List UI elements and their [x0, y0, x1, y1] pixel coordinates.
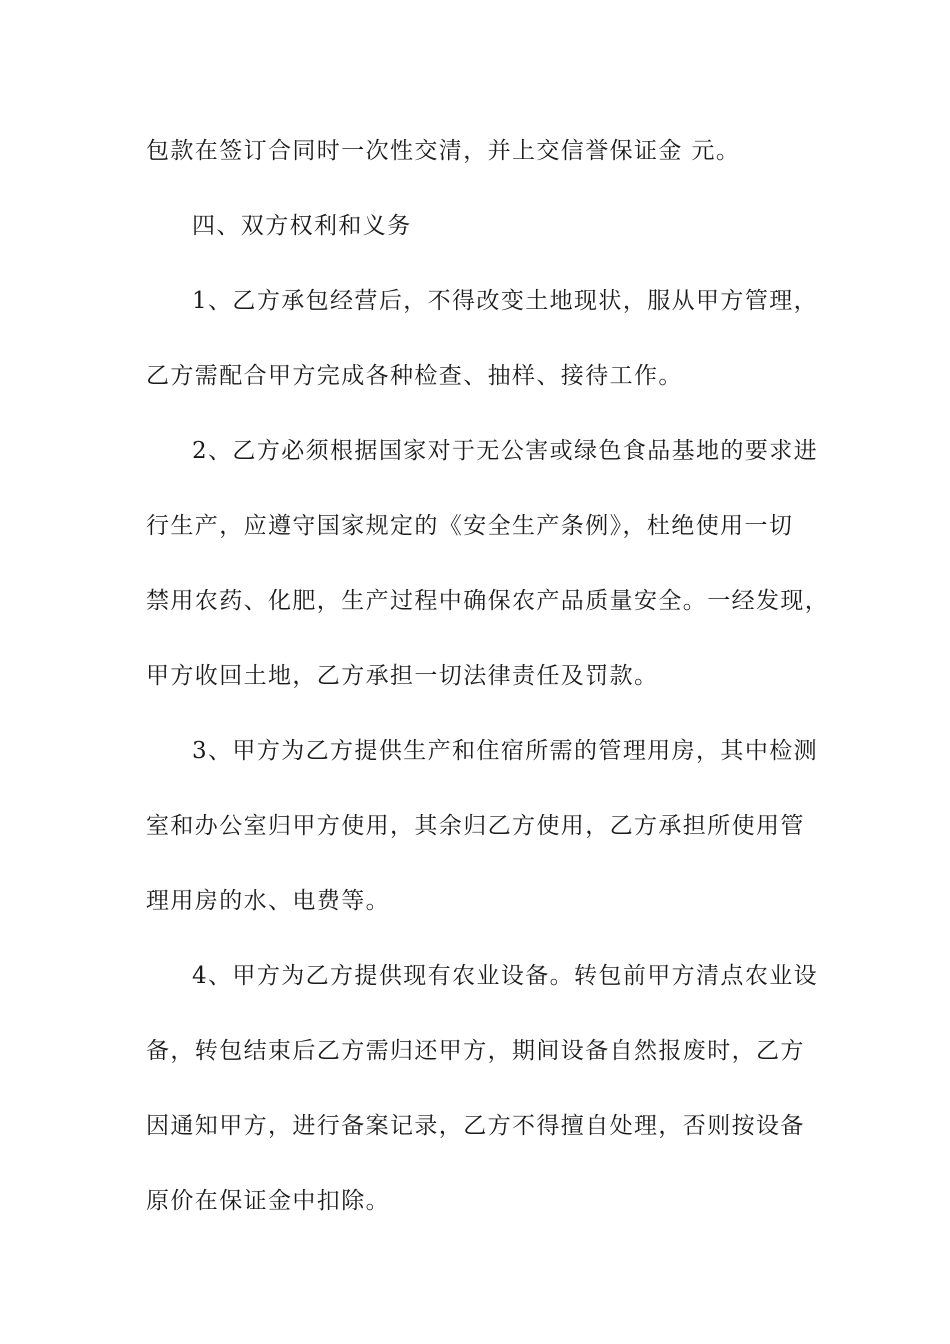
text-line: 乙方需配合甲方完成各种检查、抽样、接待工作。	[146, 363, 683, 389]
text-line: 室和办公室归甲方使用，其余归乙方使用，乙方承担所使用管	[146, 813, 805, 839]
text-line: 理用房的水、电费等。	[146, 888, 390, 914]
text-line: 备，转包结束后乙方需归还甲方，期间设备自然报废时，乙方	[146, 1038, 805, 1064]
text-line: 4、甲方为乙方提供现有农业设备。转包前甲方清点农业设	[192, 963, 819, 989]
text-line: 2、乙方必须根据国家对于无公害或绿色食品基地的要求进	[192, 438, 819, 464]
text-line: 行生产，应遵守国家规定的《安全生产条例》，杜绝使用一切	[146, 513, 794, 539]
section-heading: 四、双方权利和义务	[192, 213, 412, 239]
text-line: 原价在保证金中扣除。	[146, 1188, 390, 1214]
text-line: 1、乙方承包经营后，不得改变土地现状，服从甲方管理，	[192, 288, 819, 314]
text-line: 3、甲方为乙方提供生产和住宿所需的管理用房，其中检测	[192, 738, 819, 764]
text-line: 禁用农药、化肥，生产过程中确保农产品质量安全。一经发现，	[146, 588, 830, 614]
text-line: 甲方收回土地，乙方承担一切法律责任及罚款。	[146, 663, 659, 689]
text-line: 因通知甲方，进行备案记录，乙方不得擅自处理，否则按设备	[146, 1113, 805, 1139]
text-line: 包款在签订合同时一次性交清，并上交信誉保证金 元。	[146, 138, 741, 164]
